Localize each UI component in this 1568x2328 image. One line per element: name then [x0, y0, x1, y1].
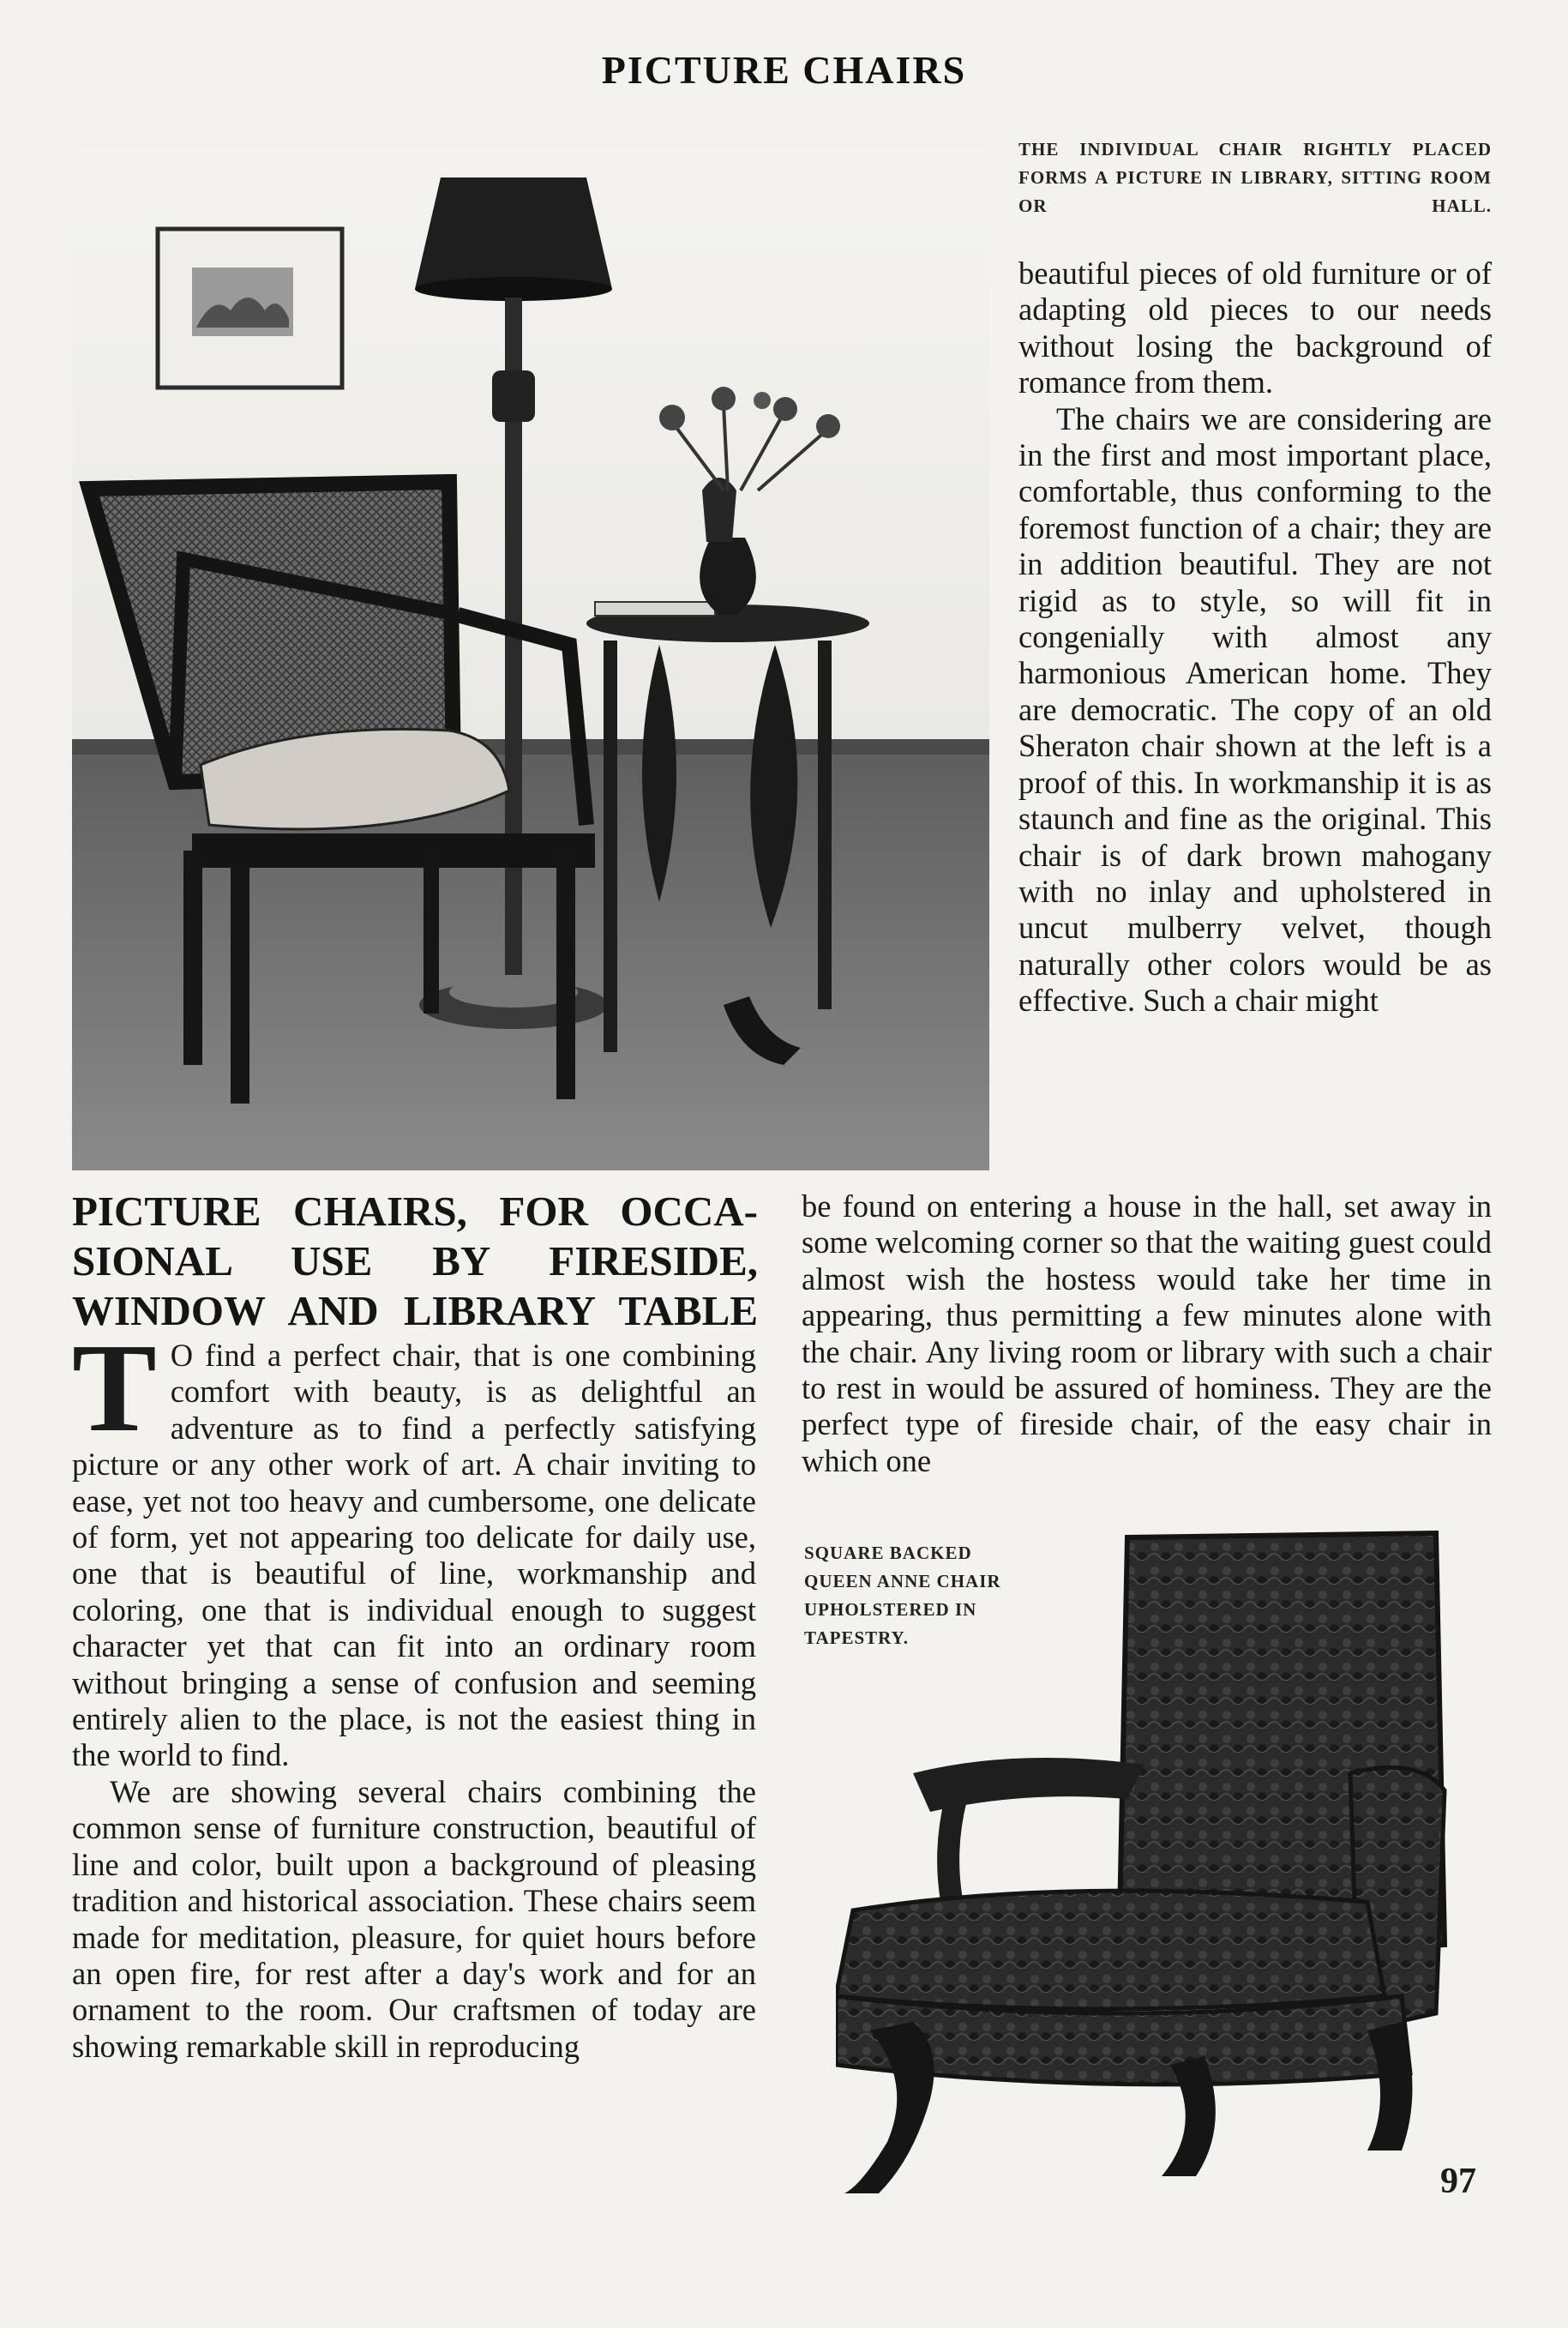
heading-line-2: SIONAL USE BY FIRESIDE, — [72, 1237, 758, 1284]
right-paragraph-2: The chairs we are considering are in the first and most important place, comfortable, thus conforming to the foremost function of a chair; they are in addition beautiful. They are not rigid as to style, so will fit in congenially with almost any harmonious American home. They are democratic. The copy of an old Sheraton chair shown at the left is a proof of this. In workmanship it is as staunch and fine as the original. This chair is of dark brown mahogany with no inlay and upholstered in uncut mulberry velvet, though naturally other colors would be as effective. Such a chair might — [1018, 400, 1492, 1019]
photo-queen-anne-chair — [836, 1516, 1487, 2229]
caption-queen-line-4: TAPESTRY. — [804, 1627, 910, 1648]
right-column-continued — [802, 1188, 1492, 1479]
photo-sheraton-chair — [72, 147, 989, 1170]
caption-queen-line-2: QUEEN ANNE CHAIR — [804, 1571, 1001, 1591]
right-column-top — [1018, 256, 1492, 1020]
right-paragraph-2-continued: be found on entering a house in the hall, set away in some welcoming corner so that the waiting guest could almost wish the hostess would take her time in appearing, thus permitting a few minutes alone with the chair. Any living room or library with such a chair to rest in would be assured of hominess. They are the perfect type of fireside chair, of the easy chair in which one — [802, 1188, 1492, 1478]
heading-line-1: PICTURE CHAIRS, FOR OCCA- — [72, 1188, 758, 1235]
left-paragraph-2: We are showing several chairs combining the common sense of furniture construction, beautiful of line and color, built upon a background of pleasing tradition and historical association. These chairs seem made for meditation, pleasure, for quiet hours before an open fire, for rest after a day's work and for an ornament to the room. Our craftsmen of today are showing remarkable skill in reproducing — [72, 1773, 756, 2064]
page-number: 97 — [1440, 2162, 1476, 2201]
queen-anne-chair — [836, 1533, 1445, 2193]
caption-queen-line-1: SQUARE BACKED — [804, 1543, 972, 1563]
framed-picture — [158, 229, 342, 388]
heading-line-3: WINDOW AND LIBRARY TABLE — [72, 1287, 758, 1334]
running-head: PICTURE CHAIRS — [601, 48, 967, 92]
left-paragraph-1 — [72, 1318, 756, 1774]
left-paragraph-1-text: O find a perfect chair, that is one combining comfort with beauty, is as delightful an adventure as to find a perfectly satisfying picture or any other work of art. A chair inviting to ease, yet not too heavy and cumbersome, one delicate of form, yet not appearing too delicate for daily use, one that is beautiful of line, workmanship and coloring, one that is individual enough to suggest character yet that can fit into an ordinary room without bringing a sense of confusion and seeming entirely alien to the place, is not the easiest thing in the world to find. — [72, 1338, 756, 1773]
right-paragraph-1: beautiful pieces of old furniture or of adapting old pieces to our needs without losing the background of romance from them. — [1018, 256, 1492, 400]
caption-queen-line-3: UPHOLSTERED IN — [804, 1599, 977, 1620]
article-heading — [72, 1187, 758, 1336]
caption-individual-chair: THE INDIVIDUAL CHAIR RIGHTLY PLACED FORMS A PICTURE IN LIBRARY, SITTING ROOM OR HALL. — [1018, 139, 1492, 216]
drop-cap: T — [72, 1318, 157, 1459]
left-column — [72, 1318, 756, 2065]
